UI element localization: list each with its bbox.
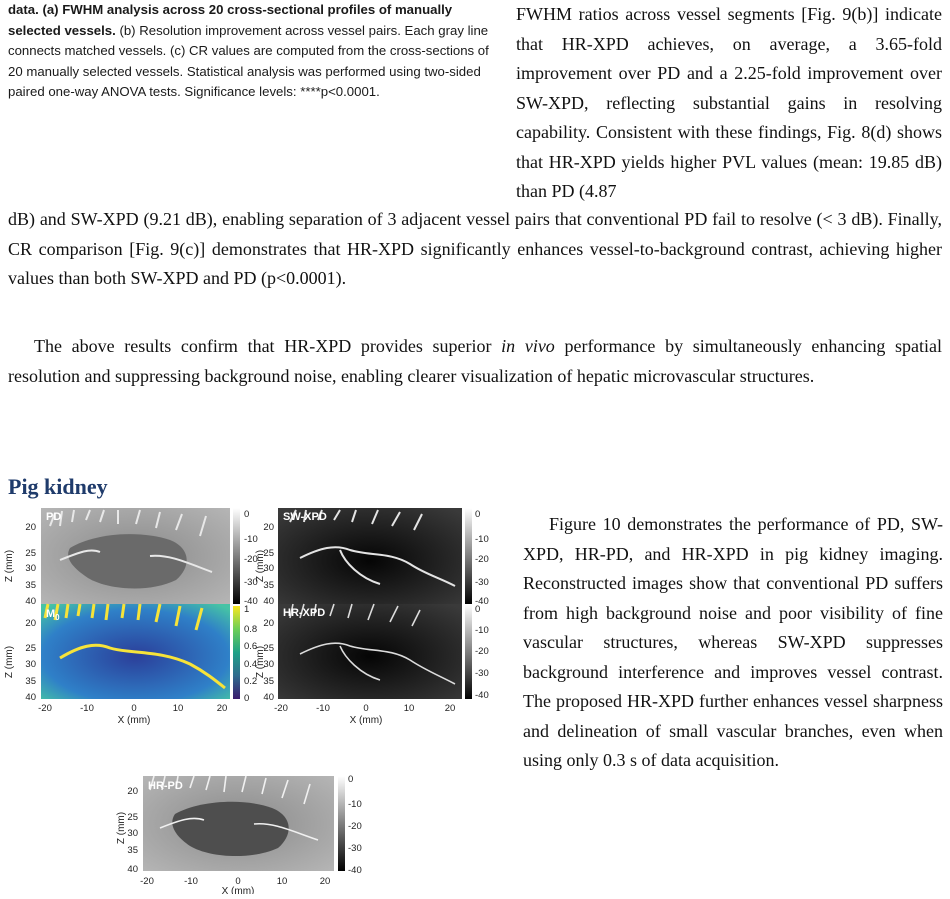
results-paragraph bbox=[8, 332, 942, 391]
figure-9-caption bbox=[8, 0, 500, 103]
svg-text:1: 1 bbox=[244, 604, 250, 615]
svg-text:-20: -20 bbox=[38, 703, 52, 714]
svg-text:20: 20 bbox=[25, 522, 36, 533]
svg-text:10: 10 bbox=[172, 703, 184, 714]
svg-text:40: 40 bbox=[127, 864, 138, 875]
svg-text:X (mm): X (mm) bbox=[349, 715, 383, 726]
svg-text:25: 25 bbox=[25, 548, 36, 559]
svg-text:20: 20 bbox=[216, 703, 228, 714]
panel-label-hrpd: HR-PD bbox=[148, 780, 183, 792]
y-axis-left bbox=[4, 522, 36, 703]
panel-pd bbox=[41, 508, 240, 604]
x-axis-left bbox=[38, 703, 227, 726]
svg-text:0: 0 bbox=[235, 876, 241, 887]
svg-text:35: 35 bbox=[263, 580, 274, 591]
svg-text:30: 30 bbox=[25, 659, 36, 670]
svg-text:-40: -40 bbox=[475, 690, 489, 701]
svg-text:-40: -40 bbox=[244, 596, 258, 607]
svg-text:35: 35 bbox=[263, 676, 274, 687]
panel-label-swxpd: SW-XPD bbox=[283, 511, 327, 523]
x-axis-right bbox=[274, 703, 455, 726]
svg-text:-20: -20 bbox=[244, 554, 258, 565]
svg-text:-10: -10 bbox=[184, 876, 198, 887]
y-axis-bottom bbox=[116, 786, 138, 875]
svg-text:20: 20 bbox=[263, 522, 274, 533]
section-heading: Pig kidney bbox=[8, 474, 108, 499]
svg-text:-40: -40 bbox=[348, 865, 362, 876]
caption-lead: data. (a) FWHM analysis across 20 cross-sectional profiles of manually selected vessels. bbox=[8, 2, 453, 38]
caption-rest: (b) Resolution improvement across vessel pairs. Each gray line connects matched vessels. (c) CR values are computed from the cross-sections of 20 manually selected vessels. Statistical analysis was performed using two-sided paired one-way ANOVA tests. Significance levels: ****p<0.0001. bbox=[8, 22, 489, 99]
svg-text:X (mm): X (mm) bbox=[117, 715, 151, 726]
panel-hrpd bbox=[143, 776, 345, 871]
svg-text:40: 40 bbox=[263, 596, 274, 607]
p2-after: performance by simultaneously enhancing spatial resolution and suppressing background noise, enabling clearer visualization of hepatic microvascular structures. bbox=[8, 336, 942, 386]
svg-text:0: 0 bbox=[475, 604, 481, 615]
svg-text:-20: -20 bbox=[140, 876, 154, 887]
panel-label-hrxpd: HR-XPD bbox=[283, 607, 326, 619]
svg-text:-30: -30 bbox=[475, 668, 489, 679]
svg-text:X (mm): X (mm) bbox=[221, 886, 255, 894]
svg-text:0.2: 0.2 bbox=[244, 676, 258, 687]
svg-text:-20: -20 bbox=[475, 554, 489, 565]
svg-text:0: 0 bbox=[363, 703, 369, 714]
panel-m0 bbox=[41, 604, 240, 699]
svg-text:0: 0 bbox=[244, 509, 250, 520]
svg-text:20: 20 bbox=[263, 618, 274, 629]
svg-text:25: 25 bbox=[25, 643, 36, 654]
svg-text:35: 35 bbox=[25, 676, 36, 687]
svg-text:10: 10 bbox=[403, 703, 415, 714]
svg-text:20: 20 bbox=[444, 703, 456, 714]
p2-before: The above results confirm that HR-XPD provides superior bbox=[34, 336, 502, 356]
svg-text:0: 0 bbox=[475, 509, 481, 520]
figure-10-description: Figure 10 demonstrates the performance of PD, SW-XPD, HR-PD, and HR-XPD in pig kidney imaging. Reconstructed images show that conventional PD suffers from high background noise and poor visibility of fine vascular structures, whereas SW-XPD suppresses background interference and improves vessel contrast. The proposed HR-XPD further enhances vessel sharpness and delineation of small vascular branches, even when using only 0.3 s of data acquisition. bbox=[523, 514, 943, 770]
figure-10 bbox=[0, 508, 500, 894]
svg-text:Z (mm): Z (mm) bbox=[4, 645, 15, 679]
panel-swxpd bbox=[278, 508, 472, 604]
svg-text:-20: -20 bbox=[348, 821, 362, 832]
svg-text:0: 0 bbox=[131, 703, 137, 714]
svg-text:30: 30 bbox=[25, 563, 36, 574]
svg-text:30: 30 bbox=[263, 563, 274, 574]
svg-text:Z (mm): Z (mm) bbox=[116, 811, 127, 845]
svg-text:20: 20 bbox=[25, 618, 36, 629]
svg-text:0.4: 0.4 bbox=[244, 659, 258, 670]
panel-label-m0: $M_0$ bbox=[46, 608, 60, 622]
colorbar-ticks-pd bbox=[244, 509, 258, 607]
figure-10-svg bbox=[0, 508, 500, 894]
continuation-paragraph: dB) and SW-XPD (9.21 dB), enabling separation of 3 adjacent vessel pairs that conventional PD fail to resolve (< 3 dB). Finally, CR comparison [Fig. 9(c)] demonstrates that HR-XPD significantly enhances vessel-to-background contrast, achieving higher values than both SW-XPD and PD (p<0.0001). bbox=[8, 209, 942, 288]
svg-text:Z (mm): Z (mm) bbox=[4, 549, 15, 583]
svg-text:-20: -20 bbox=[274, 703, 288, 714]
svg-text:Z (mm): Z (mm) bbox=[255, 645, 266, 679]
svg-text:-10: -10 bbox=[316, 703, 330, 714]
svg-text:25: 25 bbox=[263, 643, 274, 654]
svg-text:0.6: 0.6 bbox=[244, 641, 258, 652]
svg-text:10: 10 bbox=[276, 876, 288, 887]
svg-text:-30: -30 bbox=[475, 577, 489, 588]
svg-text:-30: -30 bbox=[348, 843, 362, 854]
svg-text:30: 30 bbox=[127, 828, 138, 839]
svg-text:-30: -30 bbox=[244, 577, 258, 588]
svg-text:0.8: 0.8 bbox=[244, 624, 258, 635]
panel-hrxpd bbox=[278, 604, 472, 699]
svg-text:0: 0 bbox=[244, 693, 250, 704]
svg-text:25: 25 bbox=[127, 812, 138, 823]
svg-text:20: 20 bbox=[127, 786, 138, 797]
right-column-paragraph: FWHM ratios across vessel segments [Fig. 9(b)] indicate that HR-XPD achieves, on average, a 3.65-fold improvement over PD and a 2.25-fold improvement over SW-XPD, reflecting substantial gains in resolving capability. Consistent with these findings, Fig. 8(d) shows that HR-XPD yields higher PVL values (mean: 19.85 dB) than PD (4.87 bbox=[516, 4, 942, 201]
svg-text:20: 20 bbox=[319, 876, 331, 887]
x-axis-bottom bbox=[140, 876, 330, 894]
svg-text:25: 25 bbox=[263, 548, 274, 559]
svg-text:-40: -40 bbox=[475, 596, 489, 607]
colorbar-ticks-hrxpd bbox=[475, 604, 489, 701]
svg-text:0: 0 bbox=[348, 774, 354, 785]
p2-italic: in vivo bbox=[501, 336, 555, 356]
colorbar-ticks-swxpd bbox=[475, 509, 489, 607]
svg-text:-10: -10 bbox=[348, 799, 362, 810]
svg-text:-10: -10 bbox=[475, 625, 489, 636]
panel-label-pd: PD bbox=[46, 511, 62, 523]
svg-text:-20: -20 bbox=[475, 646, 489, 657]
y-axis-right bbox=[255, 522, 274, 703]
svg-text:-10: -10 bbox=[475, 534, 489, 545]
colorbar-ticks-hrpd bbox=[348, 774, 362, 876]
svg-text:Z (mm): Z (mm) bbox=[255, 549, 266, 583]
svg-text:40: 40 bbox=[25, 692, 36, 703]
svg-text:40: 40 bbox=[263, 692, 274, 703]
svg-text:30: 30 bbox=[263, 659, 274, 670]
svg-text:-10: -10 bbox=[80, 703, 94, 714]
svg-text:35: 35 bbox=[25, 580, 36, 591]
svg-text:40: 40 bbox=[25, 596, 36, 607]
svg-text:35: 35 bbox=[127, 845, 138, 856]
svg-text:-10: -10 bbox=[244, 534, 258, 545]
